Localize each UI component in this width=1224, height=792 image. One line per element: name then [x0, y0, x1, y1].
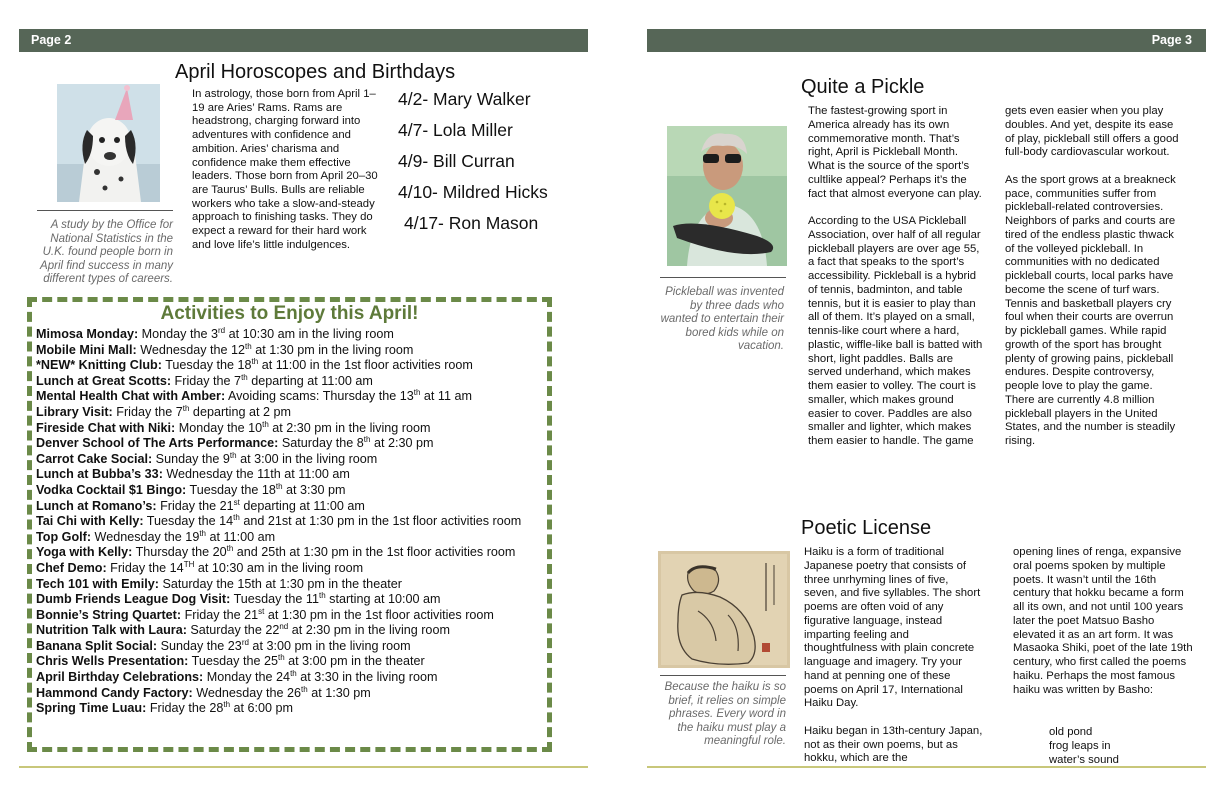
activity-detail: Friday the 28: [146, 701, 224, 716]
activity-detail: at 11 am: [420, 389, 472, 404]
activity-detail: Avoiding scams: Thursday the 13: [225, 389, 414, 404]
activity-ordinal: TH: [183, 559, 195, 569]
activity-name: Top Golf:: [36, 529, 92, 544]
activity-ordinal: th: [182, 403, 190, 413]
activity-detail: departing at 11:00 am: [239, 498, 365, 513]
activity-detail: Friday the 7: [112, 404, 183, 419]
activity-name: Fireside Chat with Niki:: [36, 420, 176, 435]
activity-detail: and 21st at 1:30 pm in the 1st floor activities room: [239, 514, 522, 529]
activity-detail: Saturday the 15th at 1:30 pm in the theater: [158, 576, 402, 591]
activity-detail: Saturday the 22: [186, 623, 280, 638]
activity-detail: Tuesday the 11: [230, 592, 319, 607]
activity-detail: at 3:00 pm in the living room: [248, 638, 411, 653]
poetic-title: Poetic License: [801, 517, 932, 539]
activity-detail: at 10:30 am in the living room: [194, 560, 364, 575]
basho-painting-photo: [658, 551, 790, 668]
activity-detail: starting at 10:00 am: [325, 592, 441, 607]
activity-detail: Monday the 3: [138, 327, 218, 341]
activity-ordinal: th: [301, 684, 308, 694]
activity-detail: Tuesday the 25: [188, 654, 278, 669]
activity-item: [36, 686, 544, 702]
birthday-entry: 4/17- Ron Mason: [404, 213, 539, 233]
poem-line: frog leaps in: [1049, 739, 1111, 752]
haiku-column-1: [804, 546, 984, 766]
activity-detail: Thursday the 20: [132, 545, 227, 560]
activity-name: Lunch at Romano’s:: [36, 498, 157, 513]
activity-name: Mimosa Monday:: [36, 327, 139, 341]
activity-detail: Tuesday the 18: [161, 358, 252, 373]
activity-item: [36, 343, 544, 359]
activity-item: [36, 327, 544, 343]
dog-photo-caption: A study by the Office for National Statistics in the U.K. found people born in April find success in many different types of careers.: [40, 219, 173, 286]
haiku-paragraph: opening lines of renga, expansive oral poems spoken by multiple poets. It wasn’t until the 16th century that hokku became a form all its own, and not until 100 years later the poet Matsuo Basho elevated it as an art form. It was Masaoka Shiki, poet of the late 19th century, who first called the poems haiku. Perhaps the most famous haiku was written by Basho:: [1013, 546, 1193, 696]
activity-detail: at 3:00 pm in the theater: [284, 654, 425, 669]
pickle-paragraph: As the sport grows at a breakneck pace, communities suffer from pickleball-related controversies. Neighbors of parks and courts are tired of the endless plastic thwack of the volleyed pickleball. In communities with no dedicated pickleball courts, local parks have become the scene of turf wars. Tennis and basketball players cry foul when their courts are overrun by pickleball games. While rapid growth of the sport has brought plenty of growing pains, pickleball endures. Despite controversy, people love to play the game. There are currently 4.8 million pickleball players in the United States, and the number is steadily rising.: [1005, 173, 1176, 447]
activity-name: Yoga with Kelly:: [36, 545, 133, 560]
pickle-column-2: [1005, 105, 1185, 449]
activity-detail: at 3:00 in the living room: [236, 451, 378, 466]
activity-item: [36, 530, 544, 546]
activity-detail: Friday the 7: [171, 373, 242, 388]
activity-ordinal: th: [245, 341, 252, 351]
dog-caption-rule: [37, 210, 173, 211]
activity-name: Lunch at Bubba’s 33:: [36, 467, 163, 482]
activity-item: [36, 623, 544, 639]
pickle-paragraph: gets even easier when you play doubles. And yet, despite its ease of play, pickleball still offers a good full-body cardiovascular workout.: [1005, 105, 1179, 159]
activity-detail: Sunday the 9: [152, 451, 230, 466]
activity-item: [36, 592, 544, 608]
activity-detail: Friday the 21: [181, 607, 259, 622]
activity-ordinal: th: [277, 653, 285, 663]
activity-name: Denver School of The Arts Performance:: [36, 436, 279, 451]
activity-detail: Saturday the 8: [278, 436, 364, 451]
activity-item: [36, 514, 544, 530]
activity-detail: at 3:30 pm: [282, 482, 346, 497]
pickle-caption-rule: [660, 277, 786, 278]
page-3-header-bar: [647, 29, 1206, 52]
activity-item: [36, 561, 544, 577]
activity-item: [36, 499, 544, 515]
activity-ordinal: th: [226, 544, 234, 554]
page-number: Page 3: [1151, 33, 1192, 47]
activity-ordinal: th: [251, 357, 259, 366]
birthday-entry: 4/2- Mary Walker: [398, 89, 531, 109]
activity-item: [36, 467, 544, 483]
pickle-photo-caption: Pickleball was invented by three dads who wanted to entertain their bored kids while on vacation.: [660, 286, 784, 353]
birthday-entry: 4/9- Bill Curran: [398, 151, 515, 171]
haiku-column-2: [1013, 546, 1193, 697]
activity-name: Chef Demo:: [36, 560, 107, 575]
activity-ordinal: th: [262, 419, 269, 429]
haiku-paragraph: Haiku began in 13th-century Japan, not as their own poems, but as hokku, which are the: [804, 724, 983, 765]
basho-haiku-poem: [1049, 726, 1169, 767]
activity-item: [36, 389, 544, 405]
activity-name: April Birthday Celebrations:: [36, 670, 204, 685]
activity-detail: departing at 11:00 am: [247, 373, 373, 388]
activity-name: Nutrition Talk with Laura:: [36, 623, 187, 638]
dog-party-hat-photo: [57, 84, 160, 202]
activity-ordinal: rd: [241, 637, 249, 647]
activity-item: [36, 670, 544, 686]
activity-name: Vodka Cocktail $1 Bingo:: [36, 482, 187, 497]
activity-detail: Monday the 10: [175, 420, 263, 435]
horoscope-title: April Horoscopes and Birthdays: [175, 61, 456, 83]
activity-detail: at 1:30 pm in the 1st floor activities room: [264, 607, 494, 622]
activity-name: Tai Chi with Kelly:: [36, 514, 144, 529]
activity-detail: at 2:30 pm in the living room: [288, 623, 450, 638]
activity-item: [36, 639, 544, 655]
activity-ordinal: th: [241, 372, 248, 382]
activity-name: Lunch at Great Scotts:: [36, 373, 172, 388]
activity-item: [36, 405, 544, 421]
activity-name: *NEW* Knitting Club:: [36, 358, 162, 373]
activity-detail: Monday the 24: [203, 670, 291, 685]
activity-item: [36, 436, 544, 452]
activity-item: [36, 608, 544, 624]
activity-name: Mobile Mini Mall:: [36, 342, 137, 357]
poem-line: water’s sound: [1049, 753, 1119, 766]
activity-detail: at 6:00 pm: [230, 701, 294, 716]
activities-title: Activities to Enjoy this April!: [160, 303, 419, 324]
page-2-bottom-rule: [19, 766, 588, 768]
activity-item: [36, 701, 544, 717]
birthday-entry: 4/10- Mildred Hicks: [398, 182, 548, 202]
activity-ordinal: st: [233, 497, 240, 507]
activity-item: [36, 577, 544, 593]
activity-name: Chris Wells Presentation:: [36, 654, 189, 669]
activities-list: [36, 327, 544, 717]
activity-item: [36, 483, 544, 499]
activity-detail: Wednesday the 19: [91, 529, 200, 544]
activity-detail: at 11:00 in the 1st floor activities room: [258, 358, 473, 373]
activity-ordinal: st: [258, 606, 265, 616]
activity-item: [36, 358, 544, 374]
haiku-caption-rule: [660, 675, 786, 676]
pickle-paragraph: The fastest-growing sport in America already has its own commemorative month. That’s right, April is Pickleball Month. What is the source of the sport’s cultlike appeal? Perhaps it’s the fact that almost everyone can play.: [808, 105, 982, 200]
activity-detail: Tuesday the 14: [143, 514, 234, 529]
activity-detail: at 1:30 pm in the living room: [251, 342, 414, 357]
pickle-column-1: [808, 105, 986, 449]
activity-item: [36, 654, 544, 670]
activity-detail: at 3:30 in the living room: [296, 670, 438, 685]
activity-name: Banana Split Social:: [36, 638, 158, 653]
activity-ordinal: rd: [217, 325, 226, 335]
activity-detail: at 10:30 am in the living room: [225, 327, 394, 341]
activity-name: Carrot Cake Social:: [36, 451, 153, 466]
activity-detail: at 1:30 pm: [307, 685, 371, 700]
activity-detail: departing at 2 pm: [189, 404, 291, 419]
activity-detail: Sunday the 23: [157, 638, 242, 653]
poem-line: old pond: [1049, 726, 1093, 738]
activity-detail: Tuesday the 18: [186, 482, 276, 497]
pickleball-player-photo: [667, 126, 787, 266]
activity-detail: Wednesday the 26: [192, 685, 302, 700]
activity-detail: Wednesday the 12: [136, 342, 246, 357]
pickle-title: Quite a Pickle: [801, 76, 925, 98]
activity-detail: at 2:30 pm: [370, 436, 434, 451]
activity-detail: Friday the 14: [106, 560, 184, 575]
horoscope-text: In astrology, those born from April 1–19 are Aries’ Rams. Rams are headstrong, charging forward into adventures with confidence and ambition. Aries’ charisma and confidence make them effective leaders. Those born from April 20–30 are Taurus’ Bulls. Bulls are reliable workers who take a slow-and-steady approach to finishing tasks. They do expect a reward for their hard work and love life’s little indulgences.: [192, 88, 378, 251]
activity-detail: Friday the 21: [156, 498, 234, 513]
activity-ordinal: th: [199, 528, 206, 538]
page-2-header-bar: [19, 29, 588, 52]
activity-ordinal: th: [363, 434, 371, 444]
haiku-paragraph: Haiku is a form of traditional Japanese poetry that consists of three unrhyming lines of five, seven, and five syllables. The short poems are often void of any figurative language, instead imparting feeling and thoughtfulness with plain concrete language and imagery. Try your hand at penning one of these poems on April 17, International Haiku Day.: [804, 546, 981, 710]
activity-ordinal: th: [290, 668, 297, 678]
activity-name: Hammond Candy Factory:: [36, 685, 193, 700]
activity-item: [36, 452, 544, 468]
activity-detail: at 11:00 am: [206, 529, 276, 544]
activity-detail: Wednesday the 11th at 11:00 am: [162, 467, 350, 482]
pickle-paragraph: According to the USA Pickleball Association, over half of all regular pickleball players are over age 55, a fact that speaks to the sport’s accessibility. Pickleball is a hybrid of tennis, badminton, and table tennis, but it is easier to play than all of them. It’s played on a small, tennis-like court where a hard, plastic, wiffle-like ball is batted with short, light paddles. Balls are served underhand, which makes them easier to volley. The court is smaller, which makes ground easier to cover. Paddles are also smaller and lighter, which makes them easier to handle. The game: [808, 215, 983, 447]
activity-ordinal: th: [223, 700, 231, 710]
activity-ordinal: th: [229, 450, 237, 460]
activity-ordinal: th: [413, 388, 421, 398]
activity-name: Library Visit:: [36, 404, 113, 419]
activity-ordinal: nd: [279, 622, 289, 632]
activity-name: Mental Health Chat with Amber:: [36, 389, 226, 404]
activity-item: [36, 545, 544, 561]
activity-detail: at 2:30 pm in the living room: [268, 420, 431, 435]
activity-ordinal: th: [233, 512, 240, 522]
activity-name: Dumb Friends League Dog Visit:: [36, 592, 231, 607]
page-number: Page 2: [31, 33, 72, 47]
activity-ordinal: th: [275, 481, 283, 491]
birthday-entry: 4/7- Lola Miller: [398, 120, 513, 140]
activity-detail: and 25th at 1:30 pm in the 1st floor activities room: [233, 545, 516, 560]
activity-name: Spring Time Luau:: [36, 701, 147, 716]
activity-item: [36, 421, 544, 437]
haiku-photo-caption: Because the haiku is so brief, it relies on simple phrases. Every word in the haiku must play a meaningful role.: [664, 681, 786, 748]
activity-name: Tech 101 with Emily:: [36, 576, 159, 591]
activity-name: Bonnie’s String Quartet:: [36, 607, 182, 622]
activity-item: [36, 374, 544, 390]
activity-ordinal: th: [318, 590, 326, 600]
